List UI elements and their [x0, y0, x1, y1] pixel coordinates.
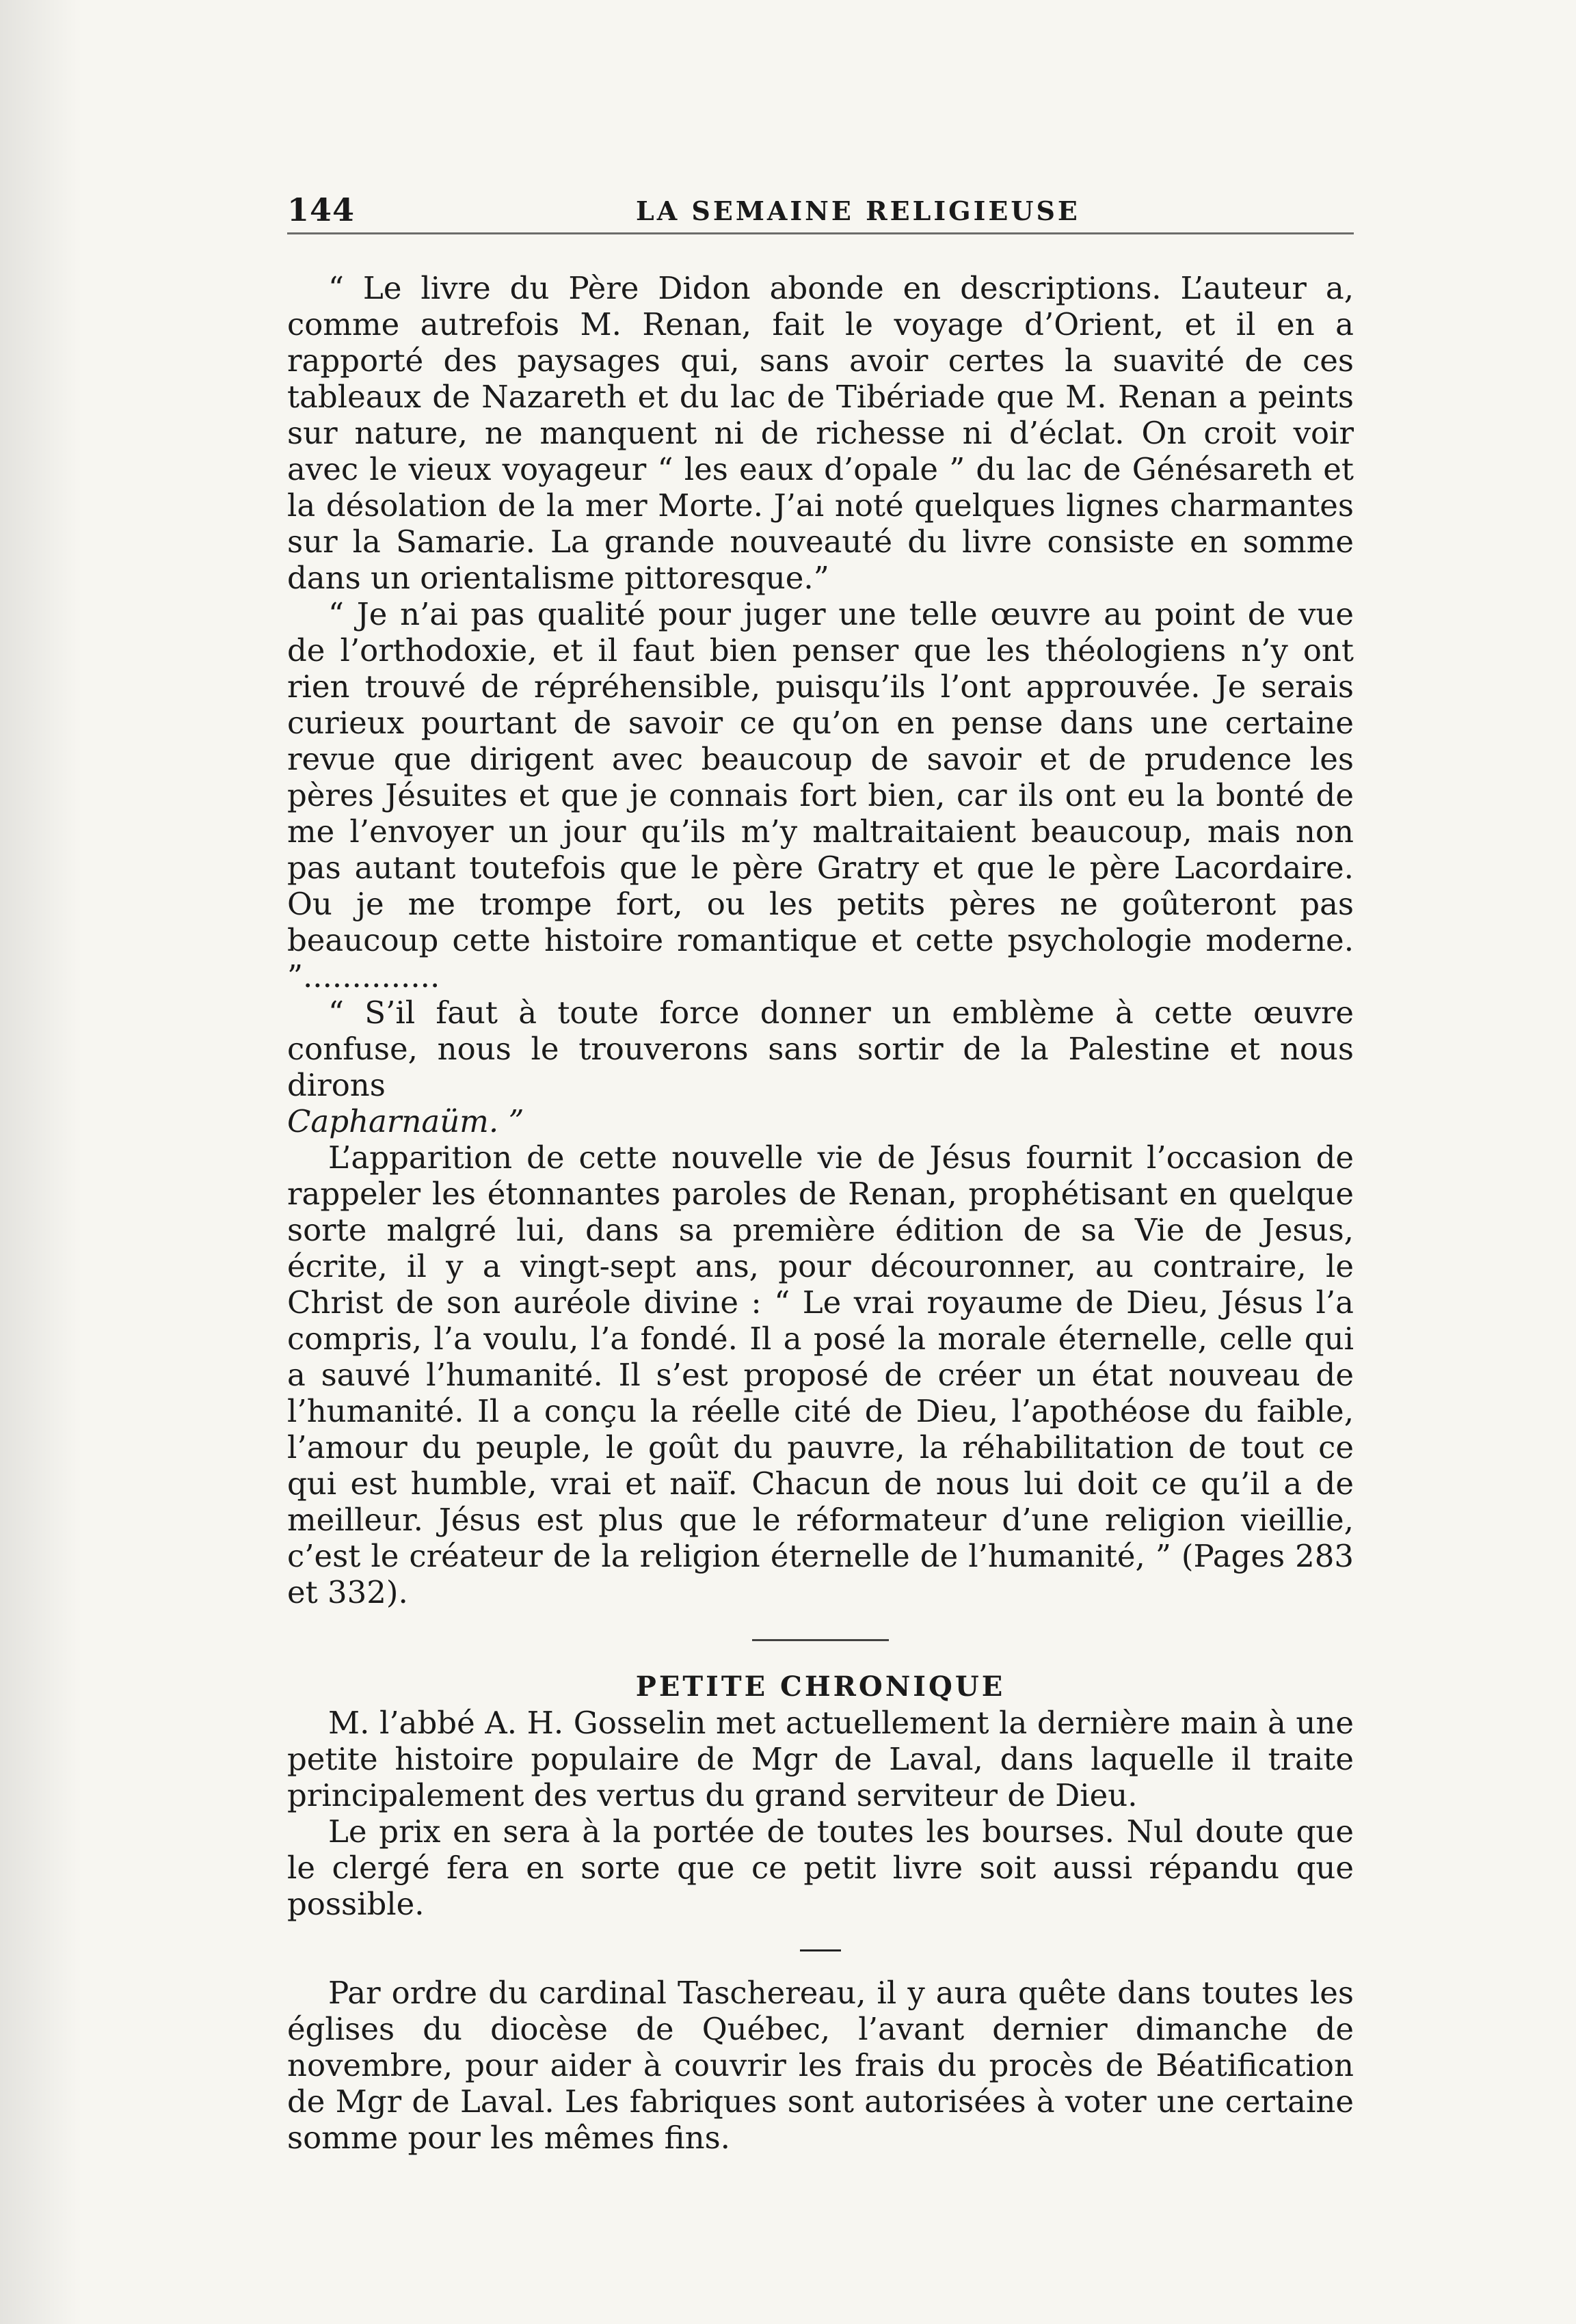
- page-header: [287, 191, 1367, 239]
- chronique-item: Le prix en sera à la portée de toutes les bourses. Nul doute que le clergé fera en sorte que ce petit livre soit aussi répandu que possible.: [287, 1813, 1354, 1922]
- section-heading: PETITE CHRONIQUE: [635, 1671, 1006, 1703]
- section-divider: [752, 1639, 889, 1641]
- paragraph: “ Le livre du Père Didon abonde en descriptions. L’auteur a, comme autrefois M. Renan, fait le voyage d’Orient, et il en a rapporté des paysages qui, sans avoir certes la suavité de ces tableaux de Nazareth et du lac de Tibériade que M. Renan a peints sur nature, ne manquent ni de richesse ni d’éclat. On croit voir avec le vieux voyageur “ les eaux d’opale ” du lac de Génésareth et la désolation de la mer Morte. J’ai noté quelques lignes charmantes sur la Samarie. La grande nouveauté du livre consiste en somme dans un orientalisme pittoresque.”: [287, 270, 1354, 596]
- paragraph: “ S’il faut à toute force donner un emblème à cette œuvre confuse, nous le trouverons sans sortir de la Palestine et nous dirons: [287, 995, 1354, 1103]
- item-divider: [800, 1949, 841, 1951]
- chronique-item: Par ordre du cardinal Taschereau, il y aura quête dans toutes les églises du diocèse de Québec, l’avant dernier dimanche de novembre, pour aider à couvrir les frais du procès de Béatification de Mgr de Laval. Les fabriques sont autorisées à voter une certaine somme pour les mêmes fins.: [287, 1975, 1354, 2156]
- running-title: LA SEMAINE RELIGIEUSE: [636, 195, 1080, 226]
- scan-edge: [0, 0, 82, 2324]
- paragraph-emphasis: Capharnaüm. ”: [287, 1103, 524, 1139]
- page-number: 144: [287, 191, 356, 228]
- chronique-item: M. l’abbé A. H. Gosselin met actuellement la dernière main à une petite histoire populaire de Mgr de Laval, dans laquelle il traite principalement des vertus du grand serviteur de Dieu.: [287, 1705, 1354, 1813]
- header-rule: [287, 232, 1354, 234]
- paragraph: “ Je n’ai pas qualité pour juger une telle œuvre au point de vue de l’orthodoxie, et il faut bien penser que les théologiens n’y ont rien trouvé de répréhensible, puisqu’ils l’ont approuvée. Je serais curieux pourtant de savoir ce qu’on en pense dans une certaine revue que dirigent avec beaucoup de savoir et de prudence les pères Jésuites et que je connais fort bien, car ils ont eu la bonté de me l’envoyer un jour qu’ils m’y maltraitaient beaucoup, mais non pas autant toutefois que le père Gratry et que le père Lacordaire. Ou je me trompe fort, ou les petits pères ne goûteront pas beaucoup cette histoire romantique et cette psychologie moderne. ”..............: [287, 596, 1354, 995]
- article-body: [287, 270, 1354, 2156]
- paragraph: L’apparition de cette nouvelle vie de Jésus fournit l’occasion de rappeler les étonnantes paroles de Renan, prophétisant en quelque sorte malgré lui, dans sa première édition de sa Vie de Jesus, écrite, il y a vingt-sept ans, pour découronner, au contraire, le Christ de son auréole divine : “ Le vrai royaume de Dieu, Jésus l’a compris, l’a voulu, l’a fondé. Il a posé la morale éternelle, celle qui a sauvé l’humanité. Il s’est proposé de créer un état nouveau de l’humanité. Il a conçu la réelle cité de Dieu, l’apothéose du faible, l’amour du peuple, le goût du pauvre, la réhabilitation de tout ce qui est humble, vrai et naïf. Chacun de nous lui doit ce qu’il a de meilleur. Jésus est plus que le réformateur d’une religion vieillie, c’est le créateur de la religion éternelle de l’humanité, ” (Pages 283 et 332).: [287, 1139, 1354, 1610]
